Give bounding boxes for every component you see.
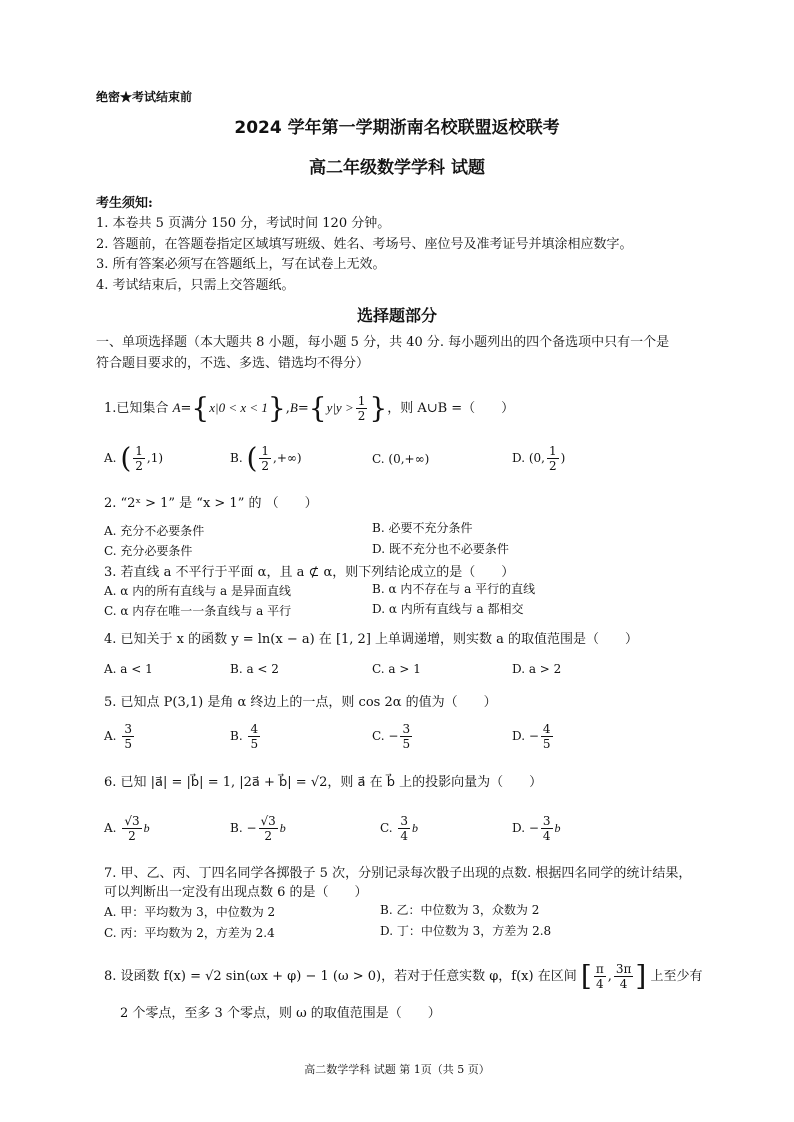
section-intro-line2: 符合题目要求的，不选、多选、错选均不得分） [96, 356, 370, 371]
question-4: 4. 已知关于 x 的函数 y = ln(x − a) 在 [1, 2] 上单调递增，则实数 a 的取值范围是（ ） [104, 632, 639, 647]
question-3: 3. 若直线 a 不平行于平面 α，且 a ⊄ α，则下列结论成立的是（ ） [104, 565, 515, 580]
q1-option-d: D. (0, $\frac{1}{2}$ ) [512, 444, 566, 473]
q4-option-b: B. a < 2 [230, 662, 279, 676]
q5-option-c: C. − $\frac{3}{5}$ [372, 722, 411, 751]
q6-option-c: C. $\frac{3}{4}$ b⃗ [380, 814, 428, 843]
question-1: 1.已知集合 A={x|0 < x < 1},B={y|y > $\frac{1}{2}$ }，则 A∪B =（ ） [104, 391, 515, 425]
q1-option-b: B. ( $\frac{1}{2}$ ,+∞) [230, 441, 302, 475]
q2-option-c: C. 充分必要条件 [104, 544, 193, 558]
question-8-line1: 8. 设函数 f(x) = √2 sin(ωx + φ) − 1 (ω > 0)，若对于任意实数 φ，f(x) 在区间 [ $\frac{\pi}{4}$ , $\frac{3\pi}{4}$ ] 上至少有 [104, 959, 703, 993]
q5-option-d: D. − $\frac{4}{5}$ [512, 722, 551, 751]
question-7-line2: 可以判断出一定没有出现点数 6 的是（ ） [104, 885, 368, 900]
q4-option-a: A. a < 1 [104, 662, 153, 676]
question-2: 2. “2ˣ > 1” 是 “x > 1” 的 （ ） [104, 496, 318, 511]
notice-item: 1. 本卷共 5 页满分 150 分，考试时间 120 分钟。 [96, 216, 391, 231]
q2-option-b: B. 必要不充分条件 [372, 521, 473, 535]
q3-option-b: B. α 内不存在与 a 平行的直线 [372, 582, 536, 596]
notice-item: 4. 考试结束后，只需上交答题纸。 [96, 278, 295, 293]
q2-option-a: A. 充分不必要条件 [104, 524, 205, 538]
q6-option-b: B. − $\frac{√3}{2}$ b⃗ [230, 814, 296, 843]
notice-item: 2. 答题前，在答题卷指定区域填写班级、姓名、考场号、座位号及准考证号并填涂相应数字。 [96, 237, 633, 252]
q3-option-d: D. α 内所有直线与 a 都相交 [372, 602, 524, 616]
q5-option-b: B. $\frac{4}{5}$ [230, 722, 259, 751]
q7-option-b: B. 乙：中位数为 3，众数为 2 [380, 903, 540, 917]
q4-option-c: C. a > 1 [372, 662, 421, 676]
q7-option-c: C. 丙：平均数为 2，方差为 2.4 [104, 926, 275, 940]
q1-option-a: A. ( $\frac{1}{2}$ ,1) [104, 441, 164, 475]
q7-option-a: A. 甲：平均数为 3，中位数为 2 [104, 905, 276, 919]
section-title: 选择题部分 [356, 306, 437, 325]
section-intro-line1: 一、单项选择题（本大题共 8 小题，每小题 5 分，共 40 分. 每小题列出的四个备选项中只有一个是 [96, 335, 670, 350]
q3-option-c: C. α 内存在唯一一条直线与 a 平行 [104, 604, 292, 618]
exam-title: 2024 学年第一学期浙南名校联盟返校联考 [234, 118, 560, 138]
page-footer: 高二数学学科 试题 第 1页（共 5 页） [304, 1063, 490, 1076]
q6-option-d: D. − $\frac{3}{4}$ b⃗ [512, 814, 570, 843]
q4-option-d: D. a > 2 [512, 662, 562, 676]
q1-option-c: C. (0,+∞) [372, 452, 430, 466]
q6-option-a: A. $\frac{√3}{2}$ b⃗ [104, 814, 159, 843]
q5-option-a: A. $\frac{3}{5}$ [104, 722, 132, 751]
question-6: 6. 已知 |a⃗| = |b⃗| = 1, |2a⃗ + b⃗| = √2，则 a⃗ 在 b⃗ 上的投影向量为（ ） [104, 775, 543, 790]
question-5: 5. 已知点 P(3,1) 是角 α 终边上的一点，则 cos 2α 的值为（ ） [104, 695, 497, 710]
secret-label: 绝密★考试结束前 [96, 90, 193, 104]
q3-option-a: A. α 内的所有直线与 a 是异面直线 [104, 584, 291, 598]
exam-subtitle: 高二年级数学学科 试题 [309, 158, 485, 178]
notice-heading: 考生须知: [96, 196, 153, 211]
question-7-line1: 7. 甲、乙、丙、丁四名同学各掷骰子 5 次，分别记录每次骰子出现的点数. 根据四名同学的统计结果， [104, 866, 692, 881]
q7-option-d: D. 丁：中位数为 3，方差为 2.8 [380, 924, 552, 938]
notice-item: 3. 所有答案必须写在答题纸上，写在试卷上无效。 [96, 257, 386, 272]
question-8-line2: 2 个零点，至多 3 个零点，则 ω 的取值范围是（ ） [120, 1006, 441, 1021]
q2-option-d: D. 既不充分也不必要条件 [372, 542, 509, 556]
